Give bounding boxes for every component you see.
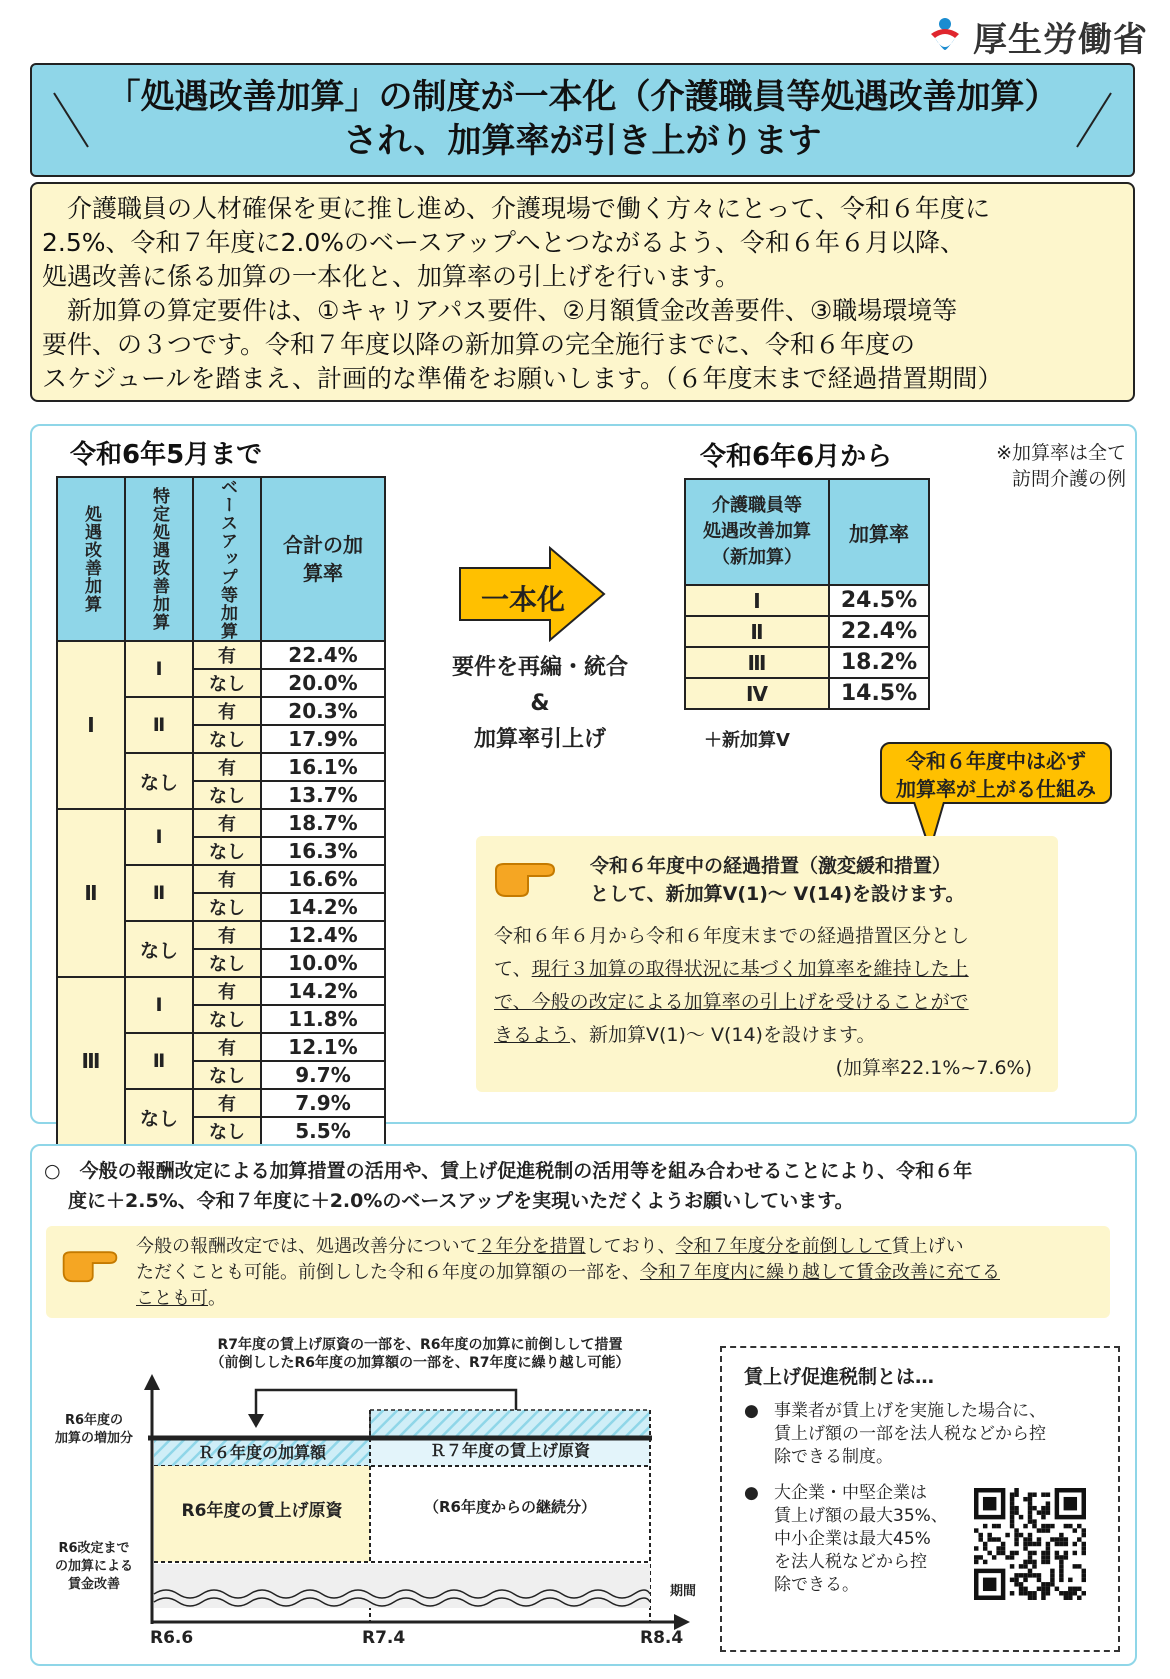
base-up-flag: 有 — [193, 921, 261, 949]
box-r7-funds: Ｒ７年度の賃上げ原資 — [429, 1441, 590, 1460]
total-rate: 16.3% — [261, 837, 385, 865]
y-label-1: R6年度の 加算の増加分 — [54, 1413, 133, 1446]
col-header: 加算率 — [829, 479, 929, 585]
decor-slash-left — [46, 85, 96, 155]
after-row-label: Ⅰ — [685, 585, 829, 616]
total-rate: 11.8% — [261, 1005, 385, 1033]
bullet-icon: ● — [744, 1483, 759, 1503]
after-row-label: Ⅲ — [685, 647, 829, 678]
total-rate: 16.6% — [261, 865, 385, 893]
transition-body: 令和６年６月から令和６年度末までの経過措置区分とし て、現行３加算の取得状況に基づく加算率を維持した上 で、今般の改定による加算率の引上げを受けることがで きるよう、新加算Ⅴ(1)～ Ⅴ(14)を設けます。 (加算率22.1%~7.6%) — [494, 925, 1032, 1079]
total-rate: 16.1% — [261, 753, 385, 781]
sub-label: Ⅱ — [125, 865, 193, 921]
group-label: Ⅱ — [57, 809, 125, 977]
diagram-top-text: R7年度の賃上げ原資の一部を、R6年度の加算に前倒しして措置 （前倒ししたR6年度の加算額の一部を、R7年度に繰り越し可能） — [210, 1337, 630, 1371]
total-rate: 7.9% — [261, 1089, 385, 1117]
col-header: 特定処遇改善加算 — [125, 477, 193, 641]
pointing-hand-icon — [492, 856, 558, 898]
total-rate: 14.2% — [261, 893, 385, 921]
title-banner — [30, 63, 1135, 177]
base-up-flag: なし — [193, 893, 261, 921]
middle-text: 要件を再編・統合 & 加算率引上げ — [451, 655, 628, 752]
total-rate: 14.2% — [261, 977, 385, 1005]
after-extra: ＋新加算Ⅴ — [704, 730, 790, 751]
intro-line: 新加算の算定要件は、①キャリアパス要件、②月額賃金改善要件、③職場環境等 — [42, 296, 958, 325]
sub-label: なし — [125, 1089, 193, 1145]
before-table — [56, 476, 386, 1146]
x-tick: R7.4 — [362, 1628, 406, 1648]
tax-point-2: ● 大企業・中堅企業は 賃上げ額の最大35%、 中小企業は最大45% を法人税などから控 除できる。 — [744, 1483, 948, 1595]
base-up-flag: なし — [193, 669, 261, 697]
base-up-flag: なし — [193, 837, 261, 865]
total-rate: 20.0% — [261, 669, 385, 697]
after-row-label: Ⅳ — [685, 678, 829, 709]
intro-line: スケジュールを踏まえ、計画的な準備をお願いします。（６年度末まで経過措置期間） — [42, 364, 1003, 393]
intro-line: 処遇改善に係る加算の一本化と、加算率の引上げを行います。 — [42, 262, 741, 291]
base-up-flag: なし — [193, 949, 261, 977]
sub-label: Ⅰ — [125, 809, 193, 865]
base-up-flag: 有 — [193, 865, 261, 893]
base-up-flag: なし — [193, 725, 261, 753]
base-up-flag: 有 — [193, 1089, 261, 1117]
x-tick: R6.6 — [150, 1628, 194, 1648]
total-rate: 5.5% — [261, 1117, 385, 1145]
x-axis-label: 期間 — [670, 1584, 697, 1599]
bullet-icon: ● — [744, 1401, 759, 1421]
base-up-flag: 有 — [193, 641, 261, 669]
intro-line: 2.5%、令和７年度に2.0%のベースアップへとつながるよう、令和６年６月以降、 — [42, 228, 966, 257]
col-header: 処遇改善加算 — [57, 477, 125, 641]
sub-label: Ⅱ — [125, 697, 193, 753]
sub-label: Ⅰ — [125, 641, 193, 697]
sub-label: なし — [125, 753, 193, 809]
box-r6-addition: Ｒ６年度の加算額 — [197, 1443, 326, 1462]
group-label: Ⅰ — [57, 641, 125, 809]
total-rate: 13.7% — [261, 781, 385, 809]
group-label: Ⅲ — [57, 977, 125, 1145]
after-note: ※加算率は全て 訪問介護の例 — [996, 442, 1126, 490]
base-up-flag: 有 — [193, 977, 261, 1005]
base-up-flag: 有 — [193, 697, 261, 725]
after-row-rate: 24.5% — [829, 585, 929, 616]
intro-line: 介護職員の人材確保を更に推し進め、介護現場で働く方々にとって、令和６年度に — [42, 194, 991, 223]
tax-title: 賃上げ促進税制とは… — [744, 1366, 935, 1388]
base-up-flag: 有 — [193, 1033, 261, 1061]
callout-bubble: 令和６年度中は必ず 加算率が上がる仕組み — [880, 742, 1112, 804]
base-up-flag: なし — [193, 1005, 261, 1033]
logo-text: 厚生労働省 — [973, 19, 1148, 60]
total-rate: 12.4% — [261, 921, 385, 949]
qr-code-icon[interactable] — [974, 1488, 1086, 1600]
sub-label: なし — [125, 921, 193, 977]
after-row-rate: 22.4% — [829, 616, 929, 647]
col-header: 合計の加算率 — [261, 477, 385, 641]
sub-label: Ⅱ — [125, 1033, 193, 1089]
pointing-hand-icon — [60, 1244, 120, 1284]
before-heading: 令和6年5月まで — [70, 440, 263, 470]
mhlw-logo-icon — [925, 16, 965, 56]
intro-line: 要件、の３つです。令和７年度以降の新加算の完全施行までに、令和６年度の — [42, 330, 916, 359]
after-row-rate: 14.5% — [829, 678, 929, 709]
total-rate: 20.3% — [261, 697, 385, 725]
y-label-2: R6改定まで の加算による 賃金改善 — [54, 1541, 133, 1592]
total-rate: 17.9% — [261, 725, 385, 753]
title-line-2: され、加算率が引き上がります — [343, 121, 822, 161]
after-heading: 令和6年6月から — [700, 442, 893, 472]
total-rate: 22.4% — [261, 641, 385, 669]
sub-label: Ⅰ — [125, 977, 193, 1033]
transition-heading: 令和６年度中の経過措置（激変緩和措置） として、新加算Ⅴ(1)～ Ⅴ(14)を設けます。 — [590, 855, 965, 905]
base-up-flag: なし — [193, 1117, 261, 1145]
bottom-lead: ○ 今般の報酬改定による加算措置の活用や、賃上げ促進税制の活用等を組み合わせることにより、令和６年 度に＋2.5%、令和７年度に＋2.0%のベースアップを実現いただくようお願いしています。 — [44, 1160, 973, 1212]
total-rate: 10.0% — [261, 949, 385, 977]
box-r6-funds: R6年度の賃上げ原資 — [181, 1501, 343, 1521]
intro-box — [30, 182, 1135, 402]
unify-arrow-label: 一本化 — [480, 583, 565, 616]
col-header: 介護職員等 処遇改善加算 （新加算） — [685, 479, 829, 585]
box-r6-continued: （R6年度からの継続分） — [424, 1498, 596, 1516]
x-tick: R8.4 — [640, 1628, 684, 1648]
base-up-flag: 有 — [193, 753, 261, 781]
after-table — [684, 478, 930, 710]
base-up-flag: なし — [193, 1061, 261, 1089]
base-up-flag: 有 — [193, 809, 261, 837]
after-row-rate: 18.2% — [829, 647, 929, 678]
total-rate: 9.7% — [261, 1061, 385, 1089]
tax-point-1: ● 事業者が賃上げを実施した場合に、 賃上げ額の一部を法人税などから控 除できる制度。 — [744, 1401, 1046, 1467]
bottom-note-text: 今般の報酬改定では、処遇改善分について２年分を措置しており、令和７年度分を前倒しして賃上げい ただくことも可能。前倒しした令和６年度の加算額の一部を、令和７年度内に繰り越して賃金改善に充てる ことも可。 — [136, 1236, 1000, 1309]
total-rate: 18.7% — [261, 809, 385, 837]
mhlw-logo — [925, 14, 1148, 58]
col-header: ベースアップ等加算 — [193, 477, 261, 641]
decor-slash-right — [1069, 85, 1119, 155]
after-row-label: Ⅱ — [685, 616, 829, 647]
base-up-flag: なし — [193, 781, 261, 809]
total-rate: 12.1% — [261, 1033, 385, 1061]
title-line-1: 「処遇改善加算」の制度が一本化（介護職員等処遇改善加算） — [106, 77, 1059, 117]
